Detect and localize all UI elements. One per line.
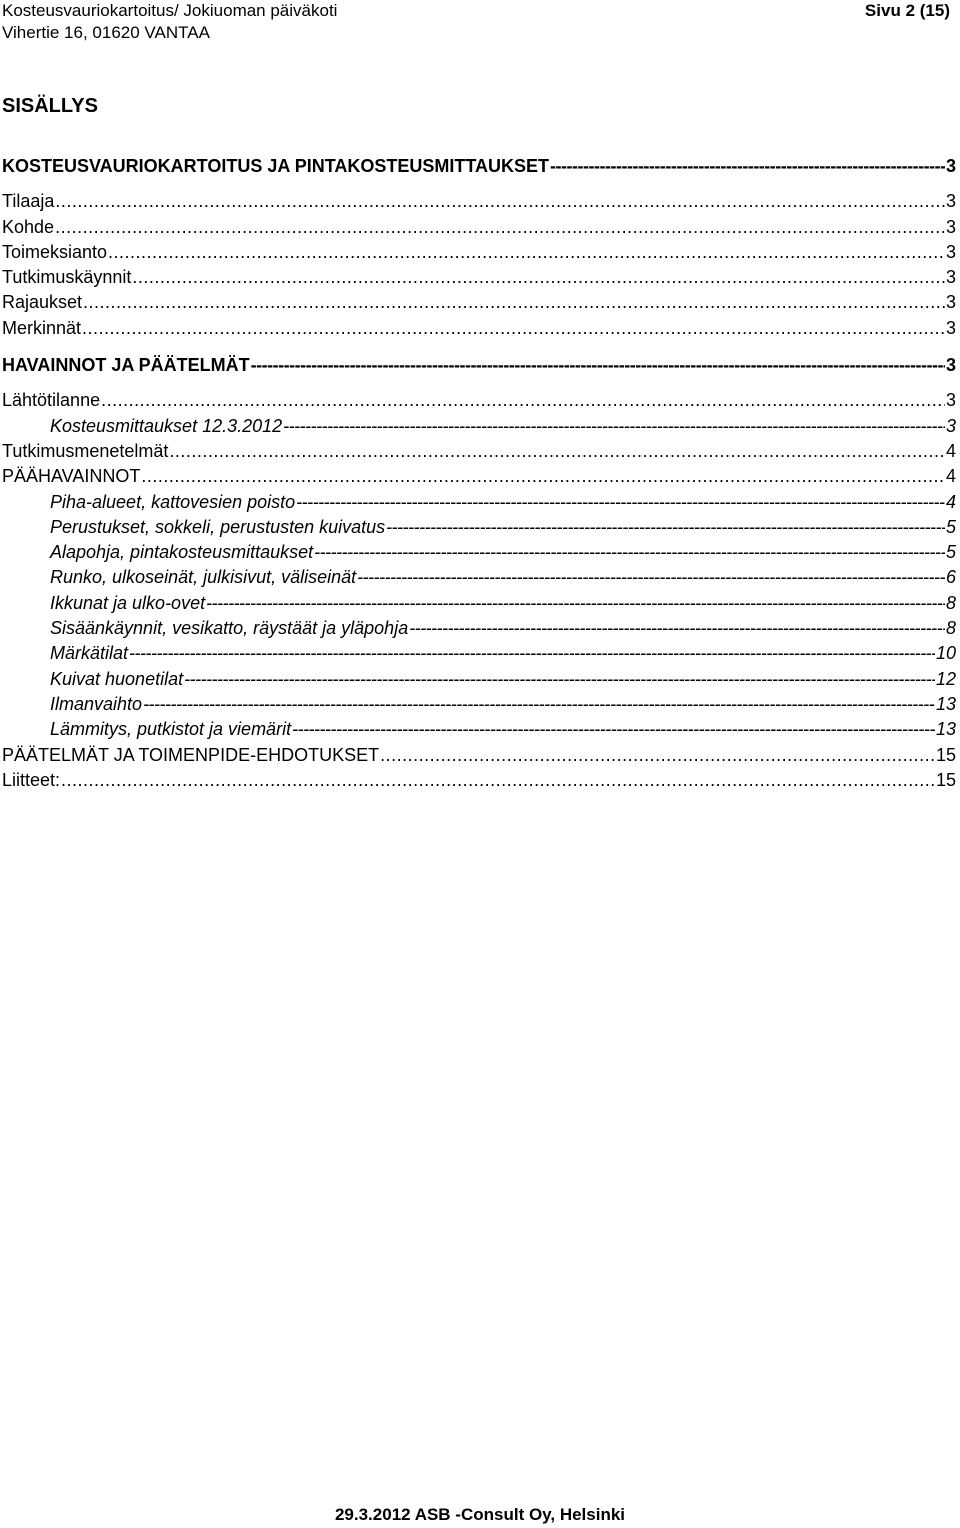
toc-entry-title: Tilaaja bbox=[2, 191, 55, 212]
toc-entry-title: Ikkunat ja ulko-ovet bbox=[50, 592, 206, 613]
toc-entry[interactable] bbox=[2, 540, 956, 565]
toc-entry-title: Kohde bbox=[2, 216, 55, 237]
toc-entry[interactable] bbox=[2, 490, 956, 515]
toc-entry-title: KOSTEUSVAURIOKARTOITUS JA PINTAKOSTEUSMITTAUKSET bbox=[2, 156, 550, 176]
page-footer: 29.3.2012 ASB -Consult Oy, Helsinki bbox=[334, 1505, 626, 1524]
toc-entry-title: Rajaukset bbox=[2, 292, 83, 313]
toc-leader bbox=[143, 692, 935, 717]
table-of-contents bbox=[2, 154, 956, 793]
toc-leader bbox=[184, 667, 935, 692]
document-title: Kosteusvauriokartoitus/ Jokiuoman päiväkoti bbox=[2, 1, 338, 20]
toc-entry[interactable] bbox=[2, 388, 956, 413]
toc-entry[interactable] bbox=[2, 641, 956, 666]
toc-entry-title: Kosteusmittaukset 12.3.2012 bbox=[50, 415, 283, 436]
toc-entry-title: Märkätilat bbox=[50, 643, 129, 664]
toc-leader bbox=[292, 717, 935, 742]
toc-leader bbox=[206, 591, 945, 616]
toc-leader bbox=[314, 540, 945, 565]
toc-entry-page: 3 bbox=[945, 355, 956, 376]
toc-entry[interactable] bbox=[2, 353, 956, 378]
header-row-2 bbox=[2, 22, 950, 44]
toc-entry-title: Lähtötilanne bbox=[2, 390, 101, 411]
toc-leader bbox=[251, 353, 945, 378]
toc-entry-title: PÄÄTELMÄT JA TOIMENPIDE-EHDOTUKSET bbox=[2, 744, 380, 765]
toc-leader bbox=[283, 414, 945, 439]
toc-leader bbox=[83, 290, 945, 315]
toc-entry-title: Tutkimusmenetelmät bbox=[2, 440, 169, 461]
toc-leader bbox=[296, 490, 945, 515]
toc-entry-title: Perustukset, sokkeli, perustusten kuivatus bbox=[50, 516, 386, 537]
toc-entry[interactable] bbox=[2, 667, 956, 692]
toc-entry-page: 4 bbox=[945, 491, 956, 512]
toc-entry-title: Lämmitys, putkistot ja viemärit bbox=[50, 719, 292, 740]
toc-entry-page: 5 bbox=[945, 542, 956, 563]
page-total: (15) bbox=[919, 1, 950, 20]
header-row-1 bbox=[2, 0, 950, 22]
toc-leader bbox=[169, 439, 945, 464]
toc-entry-page: 4 bbox=[945, 466, 956, 487]
toc-title: SISÄLLYS bbox=[2, 95, 98, 117]
toc-entry-page: 3 bbox=[945, 267, 956, 288]
toc-entry-title: Merkinnät bbox=[2, 317, 82, 338]
toc-entry[interactable] bbox=[2, 189, 956, 214]
toc-entry[interactable] bbox=[2, 565, 956, 590]
toc-entry[interactable] bbox=[2, 290, 956, 315]
toc-entry[interactable] bbox=[2, 154, 956, 179]
toc-leader bbox=[55, 189, 945, 214]
toc-leader bbox=[357, 565, 945, 590]
toc-leader bbox=[108, 240, 945, 265]
toc-entry[interactable] bbox=[2, 439, 956, 464]
toc-leader bbox=[129, 641, 935, 666]
toc-entry[interactable] bbox=[2, 316, 956, 341]
toc-leader bbox=[101, 388, 945, 413]
toc-entry-title: Tutkimuskäynnit bbox=[2, 267, 132, 288]
toc-entry-page: 3 bbox=[945, 292, 956, 313]
page-number: 2 bbox=[905, 1, 916, 20]
page-header bbox=[2, 0, 950, 44]
toc-entry[interactable] bbox=[2, 265, 956, 290]
toc-entry[interactable] bbox=[2, 215, 956, 240]
toc-leader bbox=[380, 743, 935, 768]
toc-entry-title: Alapohja, pintakosteusmittaukset bbox=[50, 542, 314, 563]
toc-entry-title: Sisäänkäynnit, vesikatto, räystäät ja yläpohja bbox=[50, 618, 409, 639]
toc-entry-title: Piha-alueet, kattovesien poisto bbox=[50, 491, 296, 512]
toc-entry-page: 4 bbox=[945, 440, 956, 461]
toc-leader bbox=[132, 265, 945, 290]
toc-entry[interactable] bbox=[2, 464, 956, 489]
page-indicator bbox=[865, 0, 950, 22]
toc-entry-title: Kuivat huonetilat bbox=[50, 668, 184, 689]
document-address: Vihertie 16, 01620 VANTAA bbox=[2, 23, 210, 42]
toc-entry-title: Ilmanvaihto bbox=[50, 693, 143, 714]
toc-leader bbox=[55, 215, 945, 240]
toc-entry[interactable] bbox=[2, 717, 956, 742]
toc-entry-title: HAVAINNOT JA PÄÄTELMÄT bbox=[2, 355, 250, 376]
toc-entry-page: 13 bbox=[935, 693, 956, 714]
toc-entry-page: 15 bbox=[935, 769, 956, 790]
toc-entry[interactable] bbox=[2, 414, 956, 439]
toc-leader bbox=[409, 616, 945, 641]
toc-entry-page: 5 bbox=[945, 516, 956, 537]
toc-leader bbox=[550, 154, 945, 179]
toc-entry-page: 6 bbox=[945, 567, 956, 588]
toc-entry-title: PÄÄHAVAINNOT bbox=[2, 466, 141, 487]
toc-leader bbox=[82, 316, 945, 341]
toc-entry[interactable] bbox=[2, 515, 956, 540]
toc-entry-page: 13 bbox=[935, 719, 956, 740]
toc-entry[interactable] bbox=[2, 240, 956, 265]
toc-entry-page: 12 bbox=[935, 668, 956, 689]
toc-entry-page: 8 bbox=[945, 592, 956, 613]
toc-entry[interactable] bbox=[2, 692, 956, 717]
toc-leader bbox=[61, 768, 935, 793]
toc-entry[interactable] bbox=[2, 591, 956, 616]
toc-entry-title: Runko, ulkoseinät, julkisivut, väliseinät bbox=[50, 567, 357, 588]
toc-entry[interactable] bbox=[2, 743, 956, 768]
toc-entry-page: 3 bbox=[945, 241, 956, 262]
toc-entry-page: 3 bbox=[945, 390, 956, 411]
toc-entry-page: 3 bbox=[945, 216, 956, 237]
toc-entry[interactable] bbox=[2, 616, 956, 641]
toc-entry-page: 3 bbox=[945, 415, 956, 436]
toc-entry-page: 8 bbox=[945, 618, 956, 639]
toc-leader bbox=[386, 515, 945, 540]
toc-entry-page: 15 bbox=[935, 744, 956, 765]
toc-entry-title: Liitteet: bbox=[2, 769, 61, 790]
toc-entry-page: 3 bbox=[945, 191, 956, 212]
toc-entry[interactable] bbox=[2, 768, 956, 793]
toc-entry-title: Toimeksianto bbox=[2, 241, 108, 262]
toc-entry-page: 10 bbox=[935, 643, 956, 664]
toc-entry-page: 3 bbox=[945, 317, 956, 338]
toc-leader bbox=[141, 464, 945, 489]
page-label: Sivu bbox=[864, 1, 901, 20]
toc-entry-page: 3 bbox=[945, 156, 956, 176]
